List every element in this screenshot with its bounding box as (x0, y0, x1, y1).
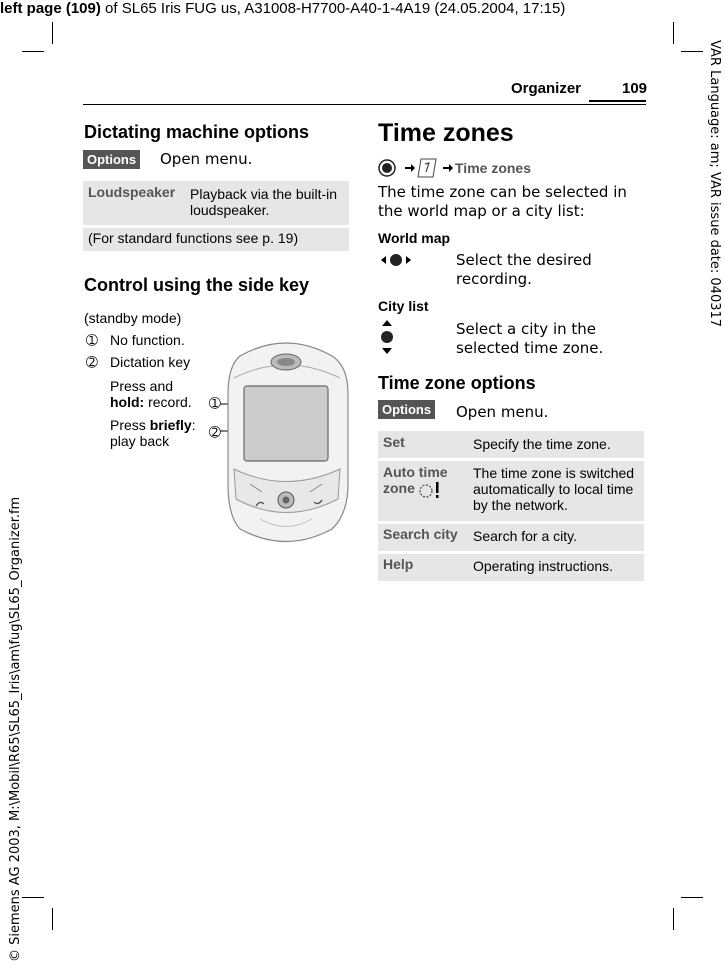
item-number: ➀ (86, 332, 98, 348)
heading-dictating-options: Dictating machine options (84, 122, 310, 142)
table-desc: Specify the time zone. (473, 436, 611, 452)
instruction-hold (110, 378, 192, 410)
table-label: Search city (383, 526, 458, 542)
world-map-desc: Select the desired recording. (456, 251, 592, 288)
header-rule (83, 104, 646, 105)
arrow-right-icon (442, 162, 454, 174)
nav-path (378, 158, 628, 178)
nav-target: Time zones (455, 160, 531, 176)
page-header-prefix: left page (109) (0, 0, 101, 17)
press-text: Press (110, 417, 150, 433)
hold-rest: record. (144, 394, 192, 410)
standby-text: (standby mode) (84, 310, 182, 326)
item-text: Dictation key (110, 354, 191, 370)
options-softkey: Options (83, 150, 140, 169)
crop-mark (681, 897, 703, 898)
briefly-rest: : (191, 417, 196, 433)
crop-mark (673, 908, 674, 930)
press-and-text: Press and (110, 378, 174, 394)
crop-mark (22, 51, 44, 52)
table-label: Help (383, 556, 414, 572)
running-head-title: Organizer (511, 80, 582, 97)
city-list-label: City list (378, 298, 429, 314)
crop-mark (22, 897, 44, 898)
table-desc: The time zone is switched automatically to local time by the network. (473, 465, 635, 513)
city-list-desc: Select a city in the selected time zone. (456, 320, 604, 357)
arrow-right-icon (404, 162, 416, 174)
table-label: Auto time zone (383, 464, 448, 496)
page-header-rest: of SL65 Iris FUG us, A31008-H7700-A40-1-4A19 (24.05.2004, 17:15) (100, 0, 566, 17)
crop-mark (52, 22, 53, 44)
play-back-text: play back (110, 433, 170, 449)
table-label: Set (383, 434, 405, 450)
table-desc: Playback via the built-in loudspeaker. (190, 186, 338, 218)
options-softkey: Options (378, 400, 435, 419)
callout-2: ➁ (209, 424, 221, 440)
briefly-bold: briefly (149, 417, 192, 433)
table-note: (For standard functions see p. 19) (88, 230, 299, 246)
open-menu-text: Open menu. (456, 403, 549, 421)
running-head-page: 109 (622, 80, 648, 97)
page-header (0, 0, 565, 17)
page-title: Time zones (378, 119, 514, 147)
heading-side-key: Control using the side key (84, 275, 310, 295)
nav-up-down-icon (380, 319, 394, 355)
item-text: No function. (110, 332, 185, 348)
crop-mark (681, 51, 703, 52)
side-label-right: VAR Language: am; VAR issue date: 040317 (707, 40, 722, 328)
organizer-icon (416, 158, 438, 178)
table-desc: Operating instructions. (473, 558, 614, 574)
table-label: Loudspeaker (88, 184, 176, 200)
navigation-key-icon (378, 159, 396, 177)
hold-bold: hold: (110, 394, 145, 410)
side-label-left: © Siemens AG 2003, M:\Mobil\R65\SL65_Iris\am\fug\SL65_Organizer.fm (8, 496, 23, 962)
intro-text: The time zone can be selected in the world map or a city list: (378, 183, 627, 220)
item-number: ➁ (86, 354, 98, 370)
world-map-label: World map (378, 230, 451, 246)
nav-left-right-icon (380, 253, 412, 267)
table-desc: Search for a city. (473, 528, 578, 544)
callout-1: ➀ (209, 395, 221, 411)
crop-mark (673, 22, 674, 44)
heading-time-zone-options: Time zone options (378, 373, 536, 393)
header-rule-accent (589, 100, 646, 102)
crop-mark (52, 908, 53, 930)
phone-illustration (220, 334, 352, 548)
instruction-brief (110, 417, 196, 449)
auto-time-zone-icon (418, 481, 442, 499)
open-menu-text: Open menu. (160, 150, 253, 168)
